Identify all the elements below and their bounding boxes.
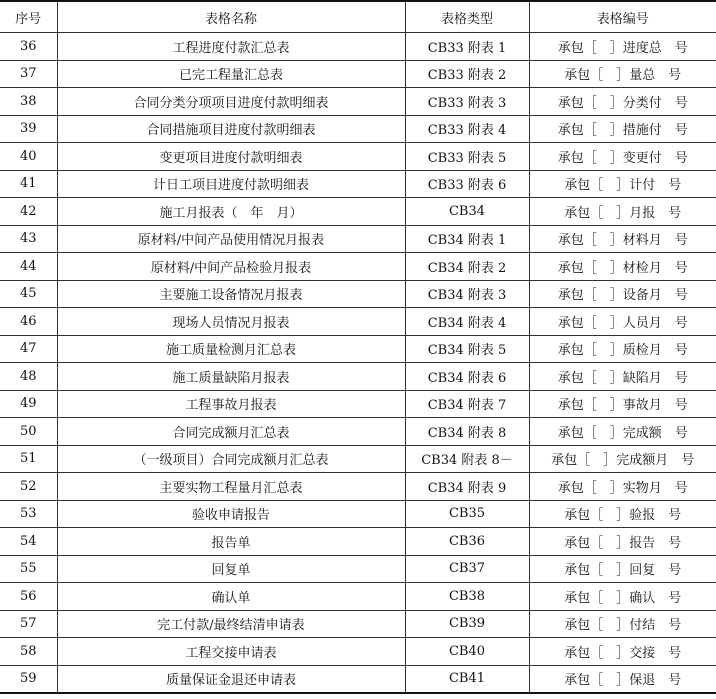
table-row [0,528,716,556]
cell-form-number: 承包［ ］付结 号 [529,610,716,638]
cell-form-name: 原材料/中间产品使用情况月报表 [57,225,405,253]
cell-index: 44 [0,253,57,281]
cell-form-number: 承包［ ］进度总 号 [529,33,716,61]
cell-form-number: 承包［ ］事故月 号 [529,390,716,418]
table-row [0,225,716,253]
table-row [0,363,716,391]
cell-form-number: 承包［ ］回复 号 [529,555,716,583]
cell-index: 50 [0,418,57,446]
table-row [0,418,716,446]
header-row [0,1,716,33]
cell-form-name: 主要实物工程量月汇总表 [57,473,405,501]
cell-form-name: 合同措施项目进度付款明细表 [57,115,405,143]
cell-form-type: CB34 附表 9 [405,473,529,501]
cell-form-name: 现场人员情况月报表 [57,308,405,336]
cell-form-name: 工程交接申请表 [57,638,405,666]
cell-form-type: CB34 附表 8 [405,418,529,446]
cell-index: 57 [0,610,57,638]
cell-form-number: 承包［ ］报告 号 [529,528,716,556]
cell-form-type: CB34 附表 6 [405,363,529,391]
cell-index: 38 [0,88,57,116]
table-row [0,445,716,473]
cell-form-number: 承包［ ］计付 号 [529,170,716,198]
cell-form-name: 原材料/中间产品检验月报表 [57,253,405,281]
cell-form-number: 承包［ ］保退 号 [529,665,716,693]
table-row [0,500,716,528]
cell-form-name: 确认单 [57,583,405,611]
cell-form-name: 施工质量缺陷月报表 [57,363,405,391]
cell-form-name: 变更项目进度付款明细表 [57,143,405,171]
table-row [0,33,716,61]
cell-index: 59 [0,665,57,693]
cell-form-number: 承包［ ］实物月 号 [529,473,716,501]
cell-index: 41 [0,170,57,198]
table-row [0,115,716,143]
cell-form-name: （一级项目）合同完成额月汇总表 [57,445,405,473]
table-row [0,473,716,501]
cell-index: 40 [0,143,57,171]
cell-index: 46 [0,308,57,336]
cell-index: 54 [0,528,57,556]
cell-form-name: 质量保证金退还申请表 [57,665,405,693]
table-row [0,88,716,116]
cell-form-type: CB40 [405,638,529,666]
cell-form-name: 已完工程量汇总表 [57,60,405,88]
cell-form-name: 工程事故月报表 [57,390,405,418]
cell-form-number: 承包［ ］确认 号 [529,583,716,611]
table-row [0,170,716,198]
cell-form-number: 承包［ ］变更付 号 [529,143,716,171]
cell-form-name: 合同完成额月汇总表 [57,418,405,446]
cell-form-name: 回复单 [57,555,405,583]
cell-index: 48 [0,363,57,391]
cell-index: 37 [0,60,57,88]
table-row [0,143,716,171]
cell-index: 49 [0,390,57,418]
cell-form-type: CB37 [405,555,529,583]
cell-index: 42 [0,198,57,226]
cell-form-name: 验收申请报告 [57,500,405,528]
cell-form-type: CB34 附表 5 [405,335,529,363]
table-row [0,555,716,583]
cell-index: 51 [0,445,57,473]
cell-form-name: 报告单 [57,528,405,556]
cell-form-type: CB34 附表 1 [405,225,529,253]
cell-form-name: 合同分类分项项目进度付款明细表 [57,88,405,116]
header-index: 序号 [0,1,57,33]
cell-form-type: CB34 附表 4 [405,308,529,336]
cell-form-number: 承包［ ］分类付 号 [529,88,716,116]
cell-form-type: CB33 附表 6 [405,170,529,198]
cell-form-number: 承包［ ］设备月 号 [529,280,716,308]
cell-form-type: CB33 附表 3 [405,88,529,116]
header-form-type: 表格类型 [405,1,529,33]
table-row [0,308,716,336]
cell-form-number: 承包［ ］措施付 号 [529,115,716,143]
cell-form-name: 完工付款/最终结清申请表 [57,610,405,638]
table-row [0,198,716,226]
cell-form-type: CB39 [405,610,529,638]
cell-form-number: 承包［ ］材料月 号 [529,225,716,253]
table-row [0,610,716,638]
table-row [0,60,716,88]
cell-form-type: CB33 附表 2 [405,60,529,88]
cell-form-name: 施工质量检测月汇总表 [57,335,405,363]
cell-form-type: CB33 附表 4 [405,115,529,143]
header-form-name: 表格名称 [57,1,405,33]
cell-form-name: 工程进度付款汇总表 [57,33,405,61]
cell-form-number: 承包［ ］完成额月 号 [529,445,716,473]
cell-form-number: 承包［ ］质检月 号 [529,335,716,363]
cell-index: 43 [0,225,57,253]
cell-form-number: 承包［ ］量总 号 [529,60,716,88]
cell-index: 53 [0,500,57,528]
cell-index: 52 [0,473,57,501]
cell-form-type: CB35 [405,500,529,528]
cell-form-number: 承包［ ］材检月 号 [529,253,716,281]
cell-form-number: 承包［ ］交接 号 [529,638,716,666]
cell-index: 47 [0,335,57,363]
cell-index: 45 [0,280,57,308]
cell-form-type: CB33 附表 1 [405,33,529,61]
table-row [0,390,716,418]
cell-form-type: CB34 附表 7 [405,390,529,418]
cell-form-type: CB36 [405,528,529,556]
cell-form-type: CB38 [405,583,529,611]
cell-form-number: 承包［ ］完成额 号 [529,418,716,446]
cell-form-type: CB34 [405,198,529,226]
cell-form-type: CB34 附表 8－ [405,445,529,473]
cell-index: 39 [0,115,57,143]
table-row [0,665,716,693]
cell-form-name: 施工月报表（ 年 月） [57,198,405,226]
header-form-number: 表格编号 [529,1,716,33]
cell-form-number: 承包［ ］人员月 号 [529,308,716,336]
cell-form-name: 计日工项目进度付款明细表 [57,170,405,198]
cell-form-number: 承包［ ］验报 号 [529,500,716,528]
cell-index: 56 [0,583,57,611]
cell-index: 36 [0,33,57,61]
cell-index: 55 [0,555,57,583]
cell-form-type: CB34 附表 3 [405,280,529,308]
cell-form-type: CB33 附表 5 [405,143,529,171]
cell-form-name: 主要施工设备情况月报表 [57,280,405,308]
cell-form-type: CB34 附表 2 [405,253,529,281]
table-row [0,280,716,308]
table-row [0,638,716,666]
cell-form-number: 承包［ ］月报 号 [529,198,716,226]
table-row [0,253,716,281]
cell-index: 58 [0,638,57,666]
cell-form-type: CB41 [405,665,529,693]
cell-form-number: 承包［ ］缺陷月 号 [529,363,716,391]
table-row [0,335,716,363]
table-row [0,583,716,611]
